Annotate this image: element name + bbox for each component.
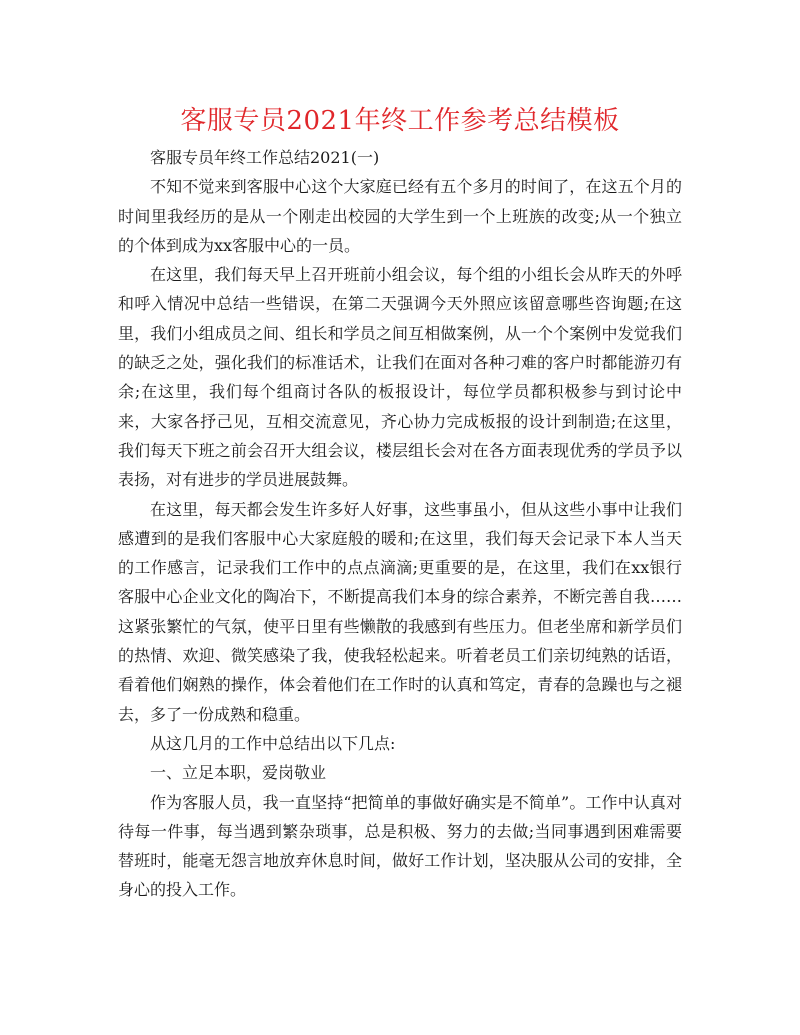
subsection-heading: 一、立足本职，爱岗敬业 — [150, 763, 327, 783]
paragraph: 从这几月的工作中总结出以下几点: — [150, 733, 396, 753]
paragraph: 在这里，我们每天早上召开班前小组会议，每个组的小组长会从昨天的外呼和呼入情况中总结一些错误，在第二天强调今天外照应该留意哪些咨询题;在这里，我们小组成员之间、组长和学员之间互相做案例，从一个个案例中发觉我们的缺乏之处，强化我们的标准话术，让我们在面对各种刁难的客户时都能游刃有余;在这里，我们每个组商讨各队的板报设计，每位学员都积极参与到讨论中来，大家各抒己见，互相交流意见，齐心协力完成板报的设计到制造;在这里，我们每天下班之前会召开大组会议，楼层组长会对在各方面表现优秀的学员予以表扬，对有进步的学员进展鼓舞。 — [118, 265, 682, 490]
document-title: 客服专员2021年终工作参考总结模板 — [180, 106, 620, 136]
paragraph: 作为客服人员，我一直坚持“把简单的事做好确实是不简单”。工作中认真对待每一件事，每当遇到繁杂琐事，总是积极、努力的去做;当同事遇到困难需要替班时，能毫无怨言地放弃休息时间，做好工作计划，坚决服从公司的安排，全身心的投入工作。 — [118, 792, 682, 900]
document-body — [118, 143, 682, 905]
paragraph: 不知不觉来到客服中心这个大家庭已经有五个多月的时间了，在这五个月的时间里我经历的是从一个刚走出校园的大学生到一个上班族的改变;从一个独立的个体到成为xx客服中心的一员。 — [118, 177, 682, 255]
paragraph: 在这里，每天都会发生许多好人好事，这些事虽小，但从这些小事中让我们感遭到的是我们客服中心大家庭般的暖和;在这里，我们每天会记录下本人当天的工作感言，记录我们工作中的点点滴滴;更重要的是，在这里，我们在xx银行客服中心企业文化的陶冶下，不断提高我们本身的综合素养，不断完善自我……这紧张繁忙的气氛，使平日里有些懒散的我感到有些压力。但老坐席和新学员们的热情、欢迎、微笑感染了我，使我轻松起来。听着老员工们亲切纯熟的话语，看着他们娴熟的操作，体会着他们在工作时的认真和笃定，青春的急躁也与之褪去，多了一份成熟和稳重。 — [118, 499, 682, 724]
section-heading: 客服专员年终工作总结2021(一) — [150, 148, 380, 167]
